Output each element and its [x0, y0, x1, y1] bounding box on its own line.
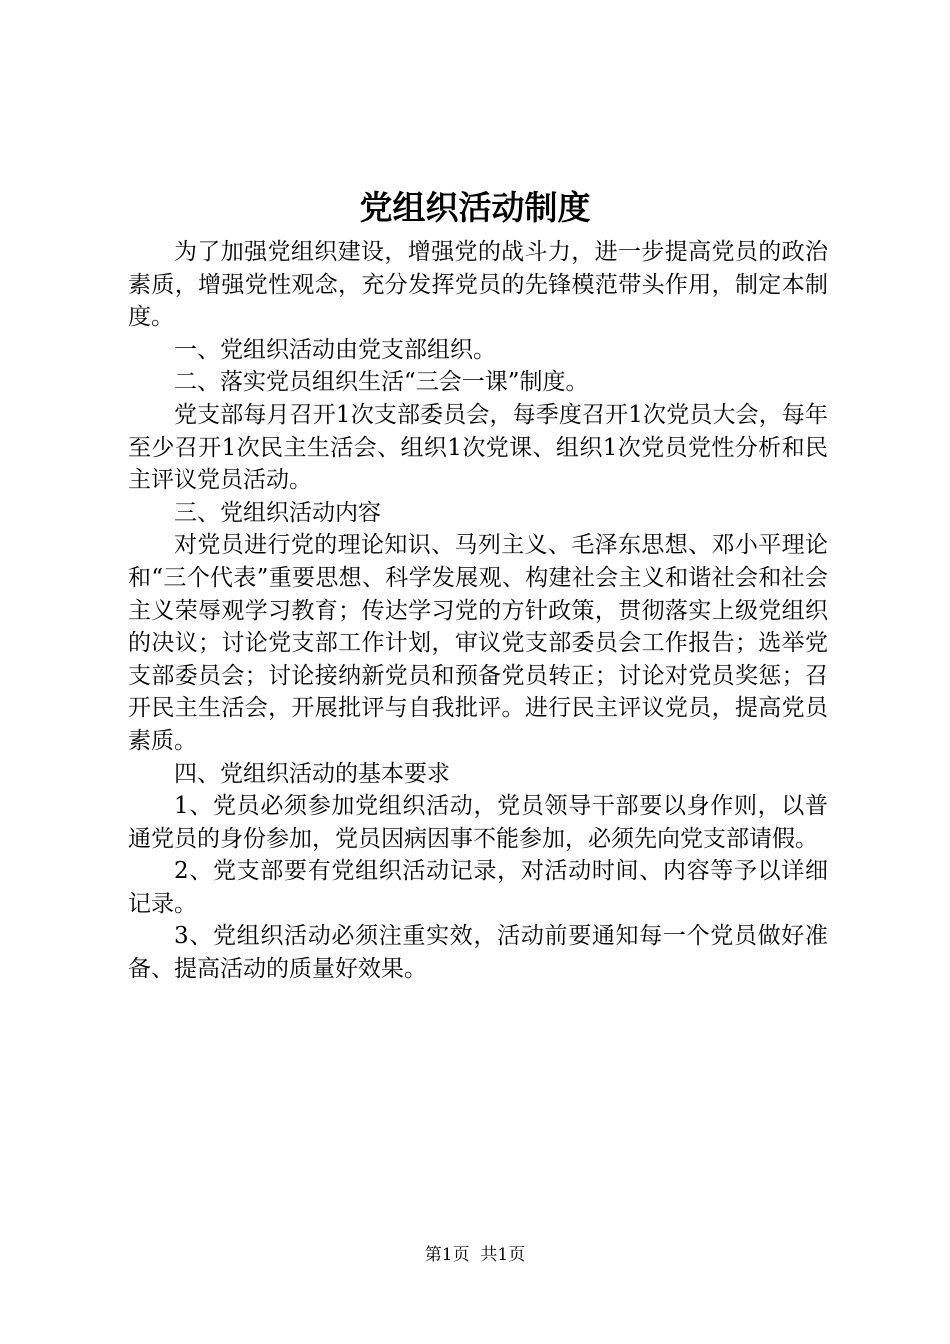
- footer-separator: [470, 1245, 481, 1265]
- paragraph: 四、党组织活动的基本要求: [174, 760, 450, 787]
- paragraph: 一、党组织活动由党支部组织。: [174, 336, 496, 363]
- paragraph: 为了加强党组织建设，增强党的战斗力，进一步提高党员的政治素质，增强党性观念，充分发挥党员的先锋模范带头作用，制定本制度。: [128, 239, 828, 331]
- paragraph: 对党员进行党的理论知识、马列主义、毛泽东思想、邓小平理论和“三个代表”重要思想、科学发展观、构建社会主义和谐社会和社会主义荣辱观学习教育；传达学习党的方针政策，贯彻落实上级党组织的决议；讨论党支部工作计划，审议党支部委员会工作报告；选举党支部委员会；讨论接纳新党员和预备党员转正；讨论对党员奖惩；召开民主生活会，开展批评与自我批评。进行民主评议党员，提高党员素质。: [128, 532, 828, 754]
- paragraph: 2、党支部要有党组织活动记录，对活动时间、内容等予以详细记录。: [128, 858, 828, 917]
- document-title: 党组织活动制度: [359, 188, 591, 227]
- page-total: 共1页: [480, 1245, 526, 1265]
- page-footer: [0, 1244, 950, 1266]
- paragraph: 二、落实党员组织生活“三会一课”制度。: [174, 369, 589, 396]
- page-number: 第1页: [424, 1245, 470, 1265]
- document-body: [128, 236, 828, 986]
- paragraph: 1、党员必须参加党组织活动，党员领导干部要以身作则，以普通党员的身份参加，党员因病因事不能参加，必须先向党支部请假。: [128, 793, 828, 852]
- paragraph: 三、党组织活动内容: [174, 499, 381, 526]
- paragraph: 3、党组织活动必须注重实效，活动前要通知每一个党员做好准备、提高活动的质量好效果。: [128, 923, 828, 983]
- paragraph: 党支部每月召开1次支部委员会，每季度召开1次党员大会，每年至少召开1次民主生活会、组织1次党课、组织1次党员党性分析和民主评议党员活动。: [128, 401, 828, 494]
